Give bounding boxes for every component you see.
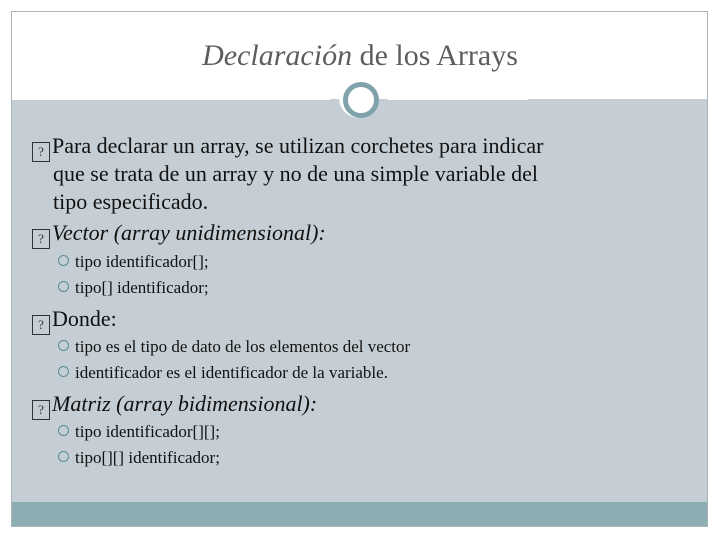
bullet-1-line-2: que se trata de un array y no de una simple variable del	[53, 161, 539, 186]
ring-bullet-icon	[58, 281, 69, 292]
bullet-1-line-1: Para declarar un array, se utilizan corchetes para indicar	[52, 133, 544, 158]
sub-bullet-4-2-text: tipo[][] identificador;	[75, 448, 220, 467]
bullet-3-text: Donde:	[52, 306, 117, 331]
bullet-4-text: Matriz (array bidimensional):	[52, 391, 318, 416]
sub-bullet-2-2	[58, 277, 209, 299]
sub-bullet-3-2-text: identificador es el identificador de la variable.	[75, 363, 388, 382]
bullet-2	[32, 219, 326, 249]
title-divider-left	[12, 98, 330, 100]
slide-title	[0, 38, 720, 74]
sub-bullet-2-1	[58, 251, 209, 273]
sub-bullet-4-1-text: tipo identificador[][];	[75, 422, 220, 441]
circle-ornament-icon	[343, 82, 379, 118]
sub-bullet-3-1	[58, 336, 410, 358]
ring-bullet-icon	[58, 255, 69, 266]
bullet-2-text: Vector (array unidimensional):	[52, 220, 326, 245]
bullet-3	[32, 305, 117, 335]
sub-bullet-3-1-text: tipo es el tipo de dato de los elementos del vector	[75, 337, 411, 356]
title-italic: Declaración	[202, 39, 353, 72]
ring-bullet-icon	[58, 340, 69, 351]
sub-bullet-4-2	[58, 447, 220, 469]
sub-bullet-3-2	[58, 362, 388, 384]
bullet-box-icon: ?	[32, 229, 50, 249]
title-rest: de los Arrays	[352, 39, 518, 72]
sub-bullet-4-1	[58, 421, 220, 443]
bullet-1-line-3: tipo especificado.	[53, 189, 209, 214]
ring-bullet-icon	[58, 366, 69, 377]
ring-bullet-icon	[58, 451, 69, 462]
ring-bullet-icon	[58, 425, 69, 436]
footer-bar	[12, 502, 707, 526]
bullet-4	[32, 390, 317, 420]
bullet-box-icon: ?	[32, 315, 50, 335]
sub-bullet-2-1-text: tipo identificador[];	[75, 252, 209, 271]
title-divider-right	[388, 98, 528, 100]
sub-bullet-2-2-text: tipo[] identificador;	[75, 278, 209, 297]
bullet-box-icon: ?	[32, 400, 50, 420]
bullet-box-icon: ?	[32, 142, 50, 162]
bullet-1	[32, 132, 543, 162]
